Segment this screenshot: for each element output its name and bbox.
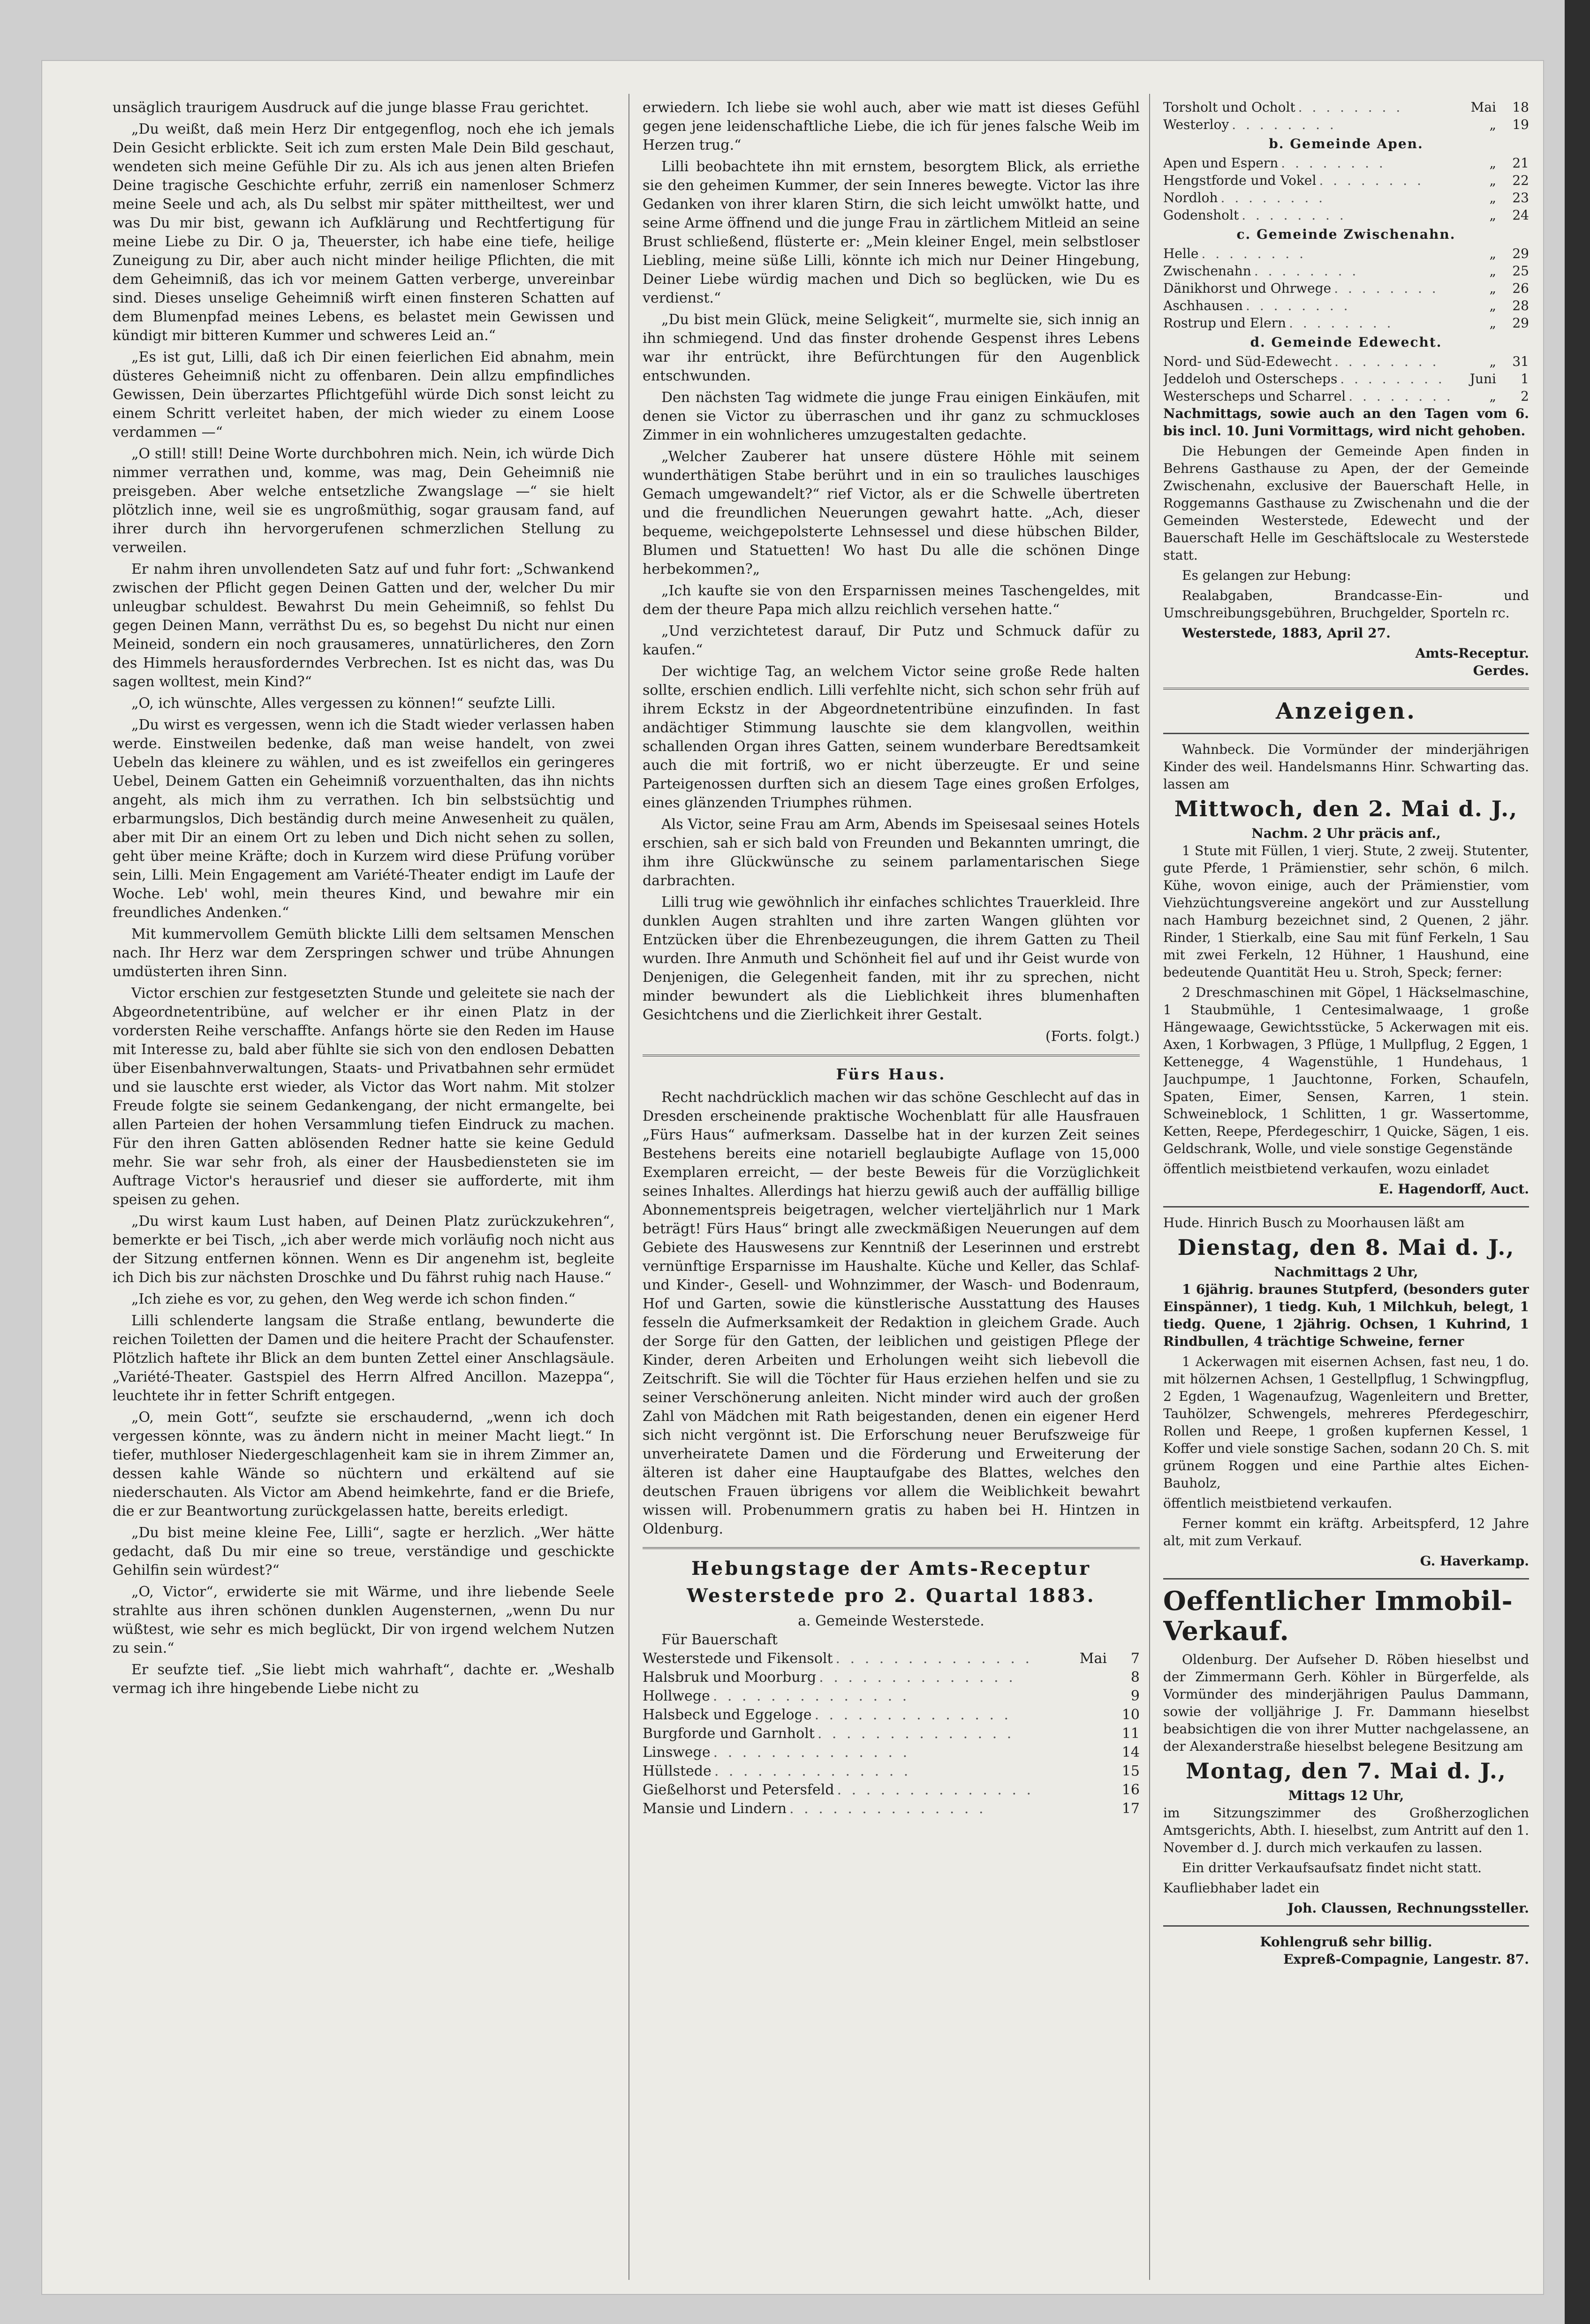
schedule-day: 1 [1521,371,1529,387]
paragraph: „Ich ziehe es vor, zu gehen, den Weg werde ich schon finden.“ [131,1291,575,1307]
section-divider [1163,1925,1529,1927]
schedule-row [643,1781,1140,1800]
schedule-place: Linswege [643,1744,711,1761]
schedule-place: Mansie und Lindern [643,1800,787,1817]
schedule-row [643,1706,1140,1724]
ad-headline: Oeffentlicher Immobil-Verkauf. [1163,1586,1513,1647]
leader-dots: . . . . . . . . . . . . . . [814,1707,1012,1723]
schedule-place: Aschhausen [1163,298,1243,313]
hebung-title-2: Westerstede pro 2. Quartal 1883. [687,1585,1096,1607]
column-rule [628,94,629,2280]
paragraph: „O, mein Gott“, seufzte sie erschaudernd, „wenn ich doch vergessen könnte, was zu ändern nicht in meiner Macht liegt.“ In tiefer, muthloser Niedergeschlagenheit kam sie in ihrem Zimmer an, dessen kahle Wände so nüchtern und erkältend auf sie niederschauten. Als Victor am Abend heimkehrte, fand er die Briefe, die er zur Beantwortung zurückgelassen hatte, bereits erledigt. [113,1409,614,1519]
ad-date: Dienstag, den 8. Mai d. J., [1177,1235,1515,1260]
ad-signature: E. Hagendorff, Auct. [1378,1181,1529,1197]
schedule-row [1163,245,1529,262]
section-divider [1163,733,1529,734]
leader-dots: . . . . . . . . . . . . . . [817,1725,1015,1742]
hebung-items: Realabgaben, Brandcasse-Ein- und Umschreibungsgebühren, Bruchgelder, Sporteln rc. [1163,588,1529,621]
schedule-row [643,1668,1140,1687]
paragraph: Er nahm ihren unvollendeten Satz auf und fuhr fort: „Schwankend zwischen der Pflicht gegen Deinen Gatten und der, welcher Du mir unleugbar schuldest. Bewahrst Du mein Geheimniß, so fehlst Du gegen Deinen Mann, verräthst Du es, so begehst Du nicht nur einen Meineid, sondern ein noch grausameres, unnatürlicheres, den Zorn des Himmels herausforderndes Verbrechen. Ist es nicht das, was Du sagen wolltest, mein Kind?“ [113,561,614,690]
leader-dots: . . . . . . . . [1340,371,1445,387]
column-story-left [113,99,614,2275]
schedule-row [1163,116,1529,133]
leader-dots: . . . . . . . . . . . . . . [714,1763,911,1779]
schedule-row [1163,297,1529,314]
schedule-day: 22 [1512,173,1529,188]
schedule-row [643,1687,1140,1706]
schedule-place: Jeddeloh und Osterscheps [1163,371,1338,387]
paragraph: „Du bist meine kleine Fee, Lilli“, sagte er herzlich. „Wer hätte gedacht, daß Du mir eine so treue, verständige und geschickte Gehilfin sein würdest?“ [113,1525,614,1579]
schedule-place: Gießelhorst und Petersfeld [643,1782,834,1798]
schedule-row [643,1743,1140,1762]
leader-dots: . . . . . . . . [1319,173,1424,188]
schedule-day: 26 [1512,281,1529,296]
gemeinde-heading: d. Gemeinde Edewecht. [1250,334,1442,350]
paragraph: Er seufzte tief. „Sie liebt mich wahrhaft“, dachte er. „Weshalb vermag ich ihre hingebende Liebe nicht zu [113,1662,614,1697]
column-right [1163,99,1529,2275]
schedule-place: Halsbruk und Moorburg [643,1669,817,1686]
paragraph: „O, ich wünschte, Alles vergessen zu können!“ seufzte Lilli. [131,695,556,712]
schedule-header: Für Bauerschaft [661,1632,778,1648]
schedule-day: 24 [1512,207,1529,223]
schedule-day: 14 [1121,1744,1140,1761]
hebung-title: Hebungstage der Amts-Receptur [691,1557,1091,1580]
schedule-row [1163,280,1529,297]
paragraph: Den nächsten Tag widmete die junge Frau einigen Einkäufen, mit denen sie Victor zu überraschen und ihr ganz zu schmuckloses Zimmer in ein wohnlicheres umzugestalten gedachte. [643,389,1140,443]
schedule-month: „ [1489,354,1496,369]
ad-signature: G. Haverkamp. [1420,1553,1529,1569]
ad-body: Ein dritter Verkaufsaufsatz findet nicht statt. [1182,1860,1482,1876]
leader-dots: . . . . . . . . [1298,99,1403,115]
schedule-day: 23 [1512,190,1529,205]
ad-intro: Wahnbeck. Die Vormünder der minderjährigen Kinder des weil. Handelsmanns Hinr. Schwarting das. lassen am [1163,742,1529,792]
schedule-day: 10 [1121,1707,1140,1723]
schedule-day: 17 [1121,1800,1140,1817]
ad-time: Nachm. 2 Uhr präcis anf., [1251,826,1441,841]
paragraph: Lilli beobachtete ihn mit ernstem, besorgtem Blick, als erriethe sie den geheimen Kummer, der sein Inneres bewegte. Victor las ihre Gedanken von ihrer klaren Stirn, die sich leicht umwölkt hatte, und seine Arme öffnend und die junge Frau in zärtlichem Mitleid an seine Brust schließend, flüsterte er: „Mein kleiner Engel, mein selbstloser Liebling, meine süße Lilli, könnte ich mich nur Deiner Hingebung, Deiner Liebe würdig machen und Dich so beglücken, wie Du es verdienst.“ [643,159,1140,306]
schedule-place: Godensholt [1163,207,1239,223]
schedule-month: „ [1489,281,1496,296]
schedule-month: „ [1489,190,1496,205]
schedule-day: 16 [1121,1782,1140,1798]
schedule-place: Nordloh [1163,190,1218,205]
leader-dots: . . . . . . . . [1246,298,1351,313]
schedule-month: „ [1489,263,1496,279]
paragraph: Lilli trug wie gewöhnlich ihr einfaches schlichtes Trauerkleid. Ihre dunklen Augen strahlten und ihre zarten Wangen glühten vor Entzücken über die Ehrenbezeugungen, die ihrem Gatten zu Theil wurden. Ihre Anmuth und Schönheit fiel auf und ihr Geist wurde von Denjenigen, die Gelegenheit fanden, mit ihr zu sprechen, nicht minder bewundert als die Lieblichkeit ihres blumenhaften Gesichtchens und die Zierlichkeit ihrer Gestalt. [643,894,1140,1023]
ad-small-sig: Expreß-Compagnie, Langestr. 87. [1283,1952,1529,1967]
section-divider [643,1547,1140,1551]
schedule-place: Westerstede und Fikensolt [643,1650,833,1667]
ad-time: Nachmittags 2 Uhr, [1274,1264,1418,1280]
section-divider [643,1055,1140,1058]
ad-body: 1 Ackerwagen mit eisernen Achsen, fast neu, 1 do. mit hölzernen Achsen, 1 Gestellpflug, 1 Schwingpflug, 2 Egden, 1 Wagenaufzug, Wagenleitern und Bretter, Tauhölzer, Schwengels, mehreres Pferdegeschirr, Rollen und Reepe, 1 großen kupfernen Kessel, 1 Koffer und viele sonstige Sachen, sodann 20 Ch. S. mit grünem Roggen und eine Parthie altes Eichen-Bauholz, [1163,1354,1529,1491]
paragraph: unsäglich traurigem Ausdruck auf die junge blasse Frau gerichtet. [113,99,589,116]
column-rule [1149,94,1150,2280]
schedule-day: 19 [1512,117,1529,132]
schedule-place: Hollwege [643,1688,710,1704]
newspaper-page [42,61,1543,2294]
schedule-row [1163,189,1529,206]
schedule-row [1163,387,1529,405]
paragraph: erwiedern. Ich liebe sie wohl auch, aber wie matt ist dieses Gefühl gegen jene leidenschaftliche Liebe, die ich für jenes falsche Weib im Herzen trug.“ [643,99,1140,153]
fuers-haus-title: Fürs Haus. [836,1065,946,1083]
schedule-month: Mai [1470,99,1496,115]
leader-dots: . . . . . . . . [1254,263,1359,279]
paragraph: Victor erschien zur festgesetzten Stunde und geleitete sie nach der Abgeordnetentribüne, auf welcher er ihr einen Platz in der vordersten Reihe verschaffte. Anfangs hörte sie den Reden im Hause mit Interesse zu, bald aber fühlte sie sich von den endlosen Debatten über Eisenbahnverwaltungen, Staats- und Privatbahnen sehr ermüdet und sie lauschte erst wieder, als Victor das Wort nahm. Mit stolzer Freude folgte sie seinem Gedankengang, der nicht ermangelte, bei allen Parteien der hohen Versammlung tiefen Eindruck zu machen. Für den ihren Gatten ablösenden Redner hatte sie keine Geduld mehr. Sie war sehr froh, als einer der Hausbediensteten sie im Auftrage Victor's herausrief und dieser sie aufforderte, mit ihm speisen zu gehen. [113,985,614,1208]
ad-body: Oldenburg. Der Aufseher D. Röben hieselbst und der Zimmermann Gerh. Köhler in Bürgerfelde, als Vormünder des minderjährigen Paulus Dammann, sowie der volljährige J. Fr. Dammann hieselbst beabsichtigen die von ihrer Mutter nachgelassene, an der Alexanderstraße hieselbst belegene Besitzung am [1163,1652,1529,1754]
ad-body: 1 6jährig. braunes Stutpferd, (besonders guter Einspänner), 1 tiedg. Kuh, 1 Milchkuh, belegt, 1 tiedg. Quene, 1 2jährig. Ochsen, 1 Kuhrind, 1 Rindbullen, 4 trächtige Schweine, ferner [1163,1282,1529,1349]
schedule-day: 7 [1130,1650,1140,1667]
ad-body: öffentlich meistbietend verkaufen. [1163,1496,1393,1511]
leader-dots: . . . . . . . . [1334,354,1439,369]
gemeinde-heading: b. Gemeinde Apen. [1269,136,1423,152]
schedule-day: 29 [1512,246,1529,261]
paragraph: Der wichtige Tag, an welchem Victor seine große Rede halten sollte, erschien endlich. Lilli verfehlte nicht, sich schon sehr früh auf ihrem Eckstz in der Abgeordnetentribüne einzufinden. In fast andächtiger Stimmung lauschte sie dem klangvollen, weithin schallenden Organ ihres Gatten, seinem wunderbare Beredtsamkeit auch die mit fortriß, wo er nicht überzeugte. Er und seine Parteigenossen durften sich an diesem Tage eines großen Erfolges, eines glänzenden Triumphes rühmen. [643,663,1140,811]
ad-body: 1 Stute mit Füllen, 1 vierj. Stute, 2 zweij. Stutenter, gute Pferde, 1 Prämienstier, sehr schön, 6 milch. Kühe, wovon einige, auch der Prämienstier, vom Viehzüchtungsvereine angekört und zur Ausstellung nach Hamburg bezeichnet sind, 2 Quenen, 2 jähr. Rinder, 1 Stierkalb, eine Sau mit fünf Ferkeln, 1 Sau mit zwei Ferkeln, 12 Hühner, 1 Haushund, eine bedeutende Quantität Heu u. Stroh, Speck; ferner: [1163,843,1529,980]
schedule-row [643,1724,1140,1743]
schedule-day: 18 [1512,99,1529,115]
schedule-day: 9 [1130,1688,1140,1704]
leader-dots: . . . . . . . . [1232,117,1337,132]
section-divider [1163,688,1529,691]
signature-office: Amts-Receptur. [1415,646,1529,661]
paragraph: Mit kummervollem Gemüth blickte Lilli dem seltsamen Menschen nach. Ihr Herz war dem Zerspringen schwer und trübe Ahnungen umdüsterten ihren Sinn. [113,926,614,980]
story-continued: (Forts. folgt.) [1045,1028,1140,1045]
ad-body: 2 Dreschmaschinen mit Göpel, 1 Häckselmaschine, 1 Staubmühle, 1 Centesimalwaage, 1 große Hängewaage, Gewichtsstücke, 5 Ackerwagen mit eis. Axen, 1 Korbwagen, 3 Pflüge, 1 Mullpflug, 2 Eggen, 1 Kettenegge, 4 Wagenstühle, 1 Hundehaus, 1 Jauchpumpe, 1 Jauchtonne, Forken, Schaufeln, Spaten, Eimer, Sensen, Karren, 1 stein. Schweineblock, 1 Schlitten, 1 gr. Wassertomme, Ketten, Reepe, Pferdegeschirr, 1 Quicke, Sägen, 1 eis. Geldschrank, Wolle, und viele sonstige Gegenstände [1163,985,1529,1156]
paragraph: „Du wirst kaum Lust haben, auf Deinen Platz zurückzukehren“, bemerkte er bei Tisch, „ich aber werde mich vorläufig noch nicht aus der Sitzung entfernen können. Wenn es Dir angenehm ist, begleite ich Dich bis zur nächsten Droschke und Du fährst ruhig nach Hause.“ [113,1213,614,1286]
paragraph: „Und verzichtetest darauf, Dir Putz und Schmuck dafür zu kaufen.“ [643,623,1140,658]
ad-body: Ferner kommt ein kräftg. Arbeitspferd, 12 Jahre alt, mit zum Verkauf. [1163,1516,1529,1549]
schedule-day: 11 [1121,1725,1140,1742]
leader-dots: . . . . . . . . [1220,190,1326,205]
schedule-month: „ [1489,388,1496,404]
paragraph: „Es ist gut, Lilli, daß ich Dir einen feierlichen Eid abnahm, mein düsteres Geheimniß nicht zu offenbaren. Dein allzu empfindliches Gewissen, Dein überzartes Pflichtgefühl würde Dich sonst leicht zu einem Schritt verleitet haben, der mich wieder zu einem Loose verdammen —“ [113,349,614,440]
section-divider [1163,1206,1529,1208]
schedule-month: „ [1489,173,1496,188]
ad-signature: Joh. Claussen, Rechnungssteller. [1287,1900,1529,1916]
paragraph: Lilli schlenderte langsam die Straße entlang, bewunderte die reichen Toiletten der Damen und die heitere Pracht der Schaufenster. Plötzlich haftete ihr Blick an dem bunten Zettel einer Anschlagsäule. „Variété-Theater. Gastspiel des Herrn Alfred Ancillon. Mazeppa“, leuchtete ihr in fetter Schrift entgegen. [113,1313,614,1404]
leader-dots: . . . . . . . . . . . . . . [712,1688,910,1704]
schedule-day: 21 [1512,155,1529,171]
leader-dots: . . . . . . . . . . . . . . [835,1650,1033,1667]
leader-dots: . . . . . . . . . . . . . . [789,1800,986,1817]
ad-small: Kohlengruß sehr billig. [1260,1934,1432,1950]
paragraph: Als Victor, seine Frau am Arm, Abends im Speisesaal seines Hotels erschien, sah er sich bald von Freunden und Bekannten umringt, die ihm ihre Glückwünsche zu seinem parlamentarischen Siege darbrachten. [643,816,1140,889]
leader-dots: . . . . . . . . . . . . . . [713,1744,910,1761]
schedule-month: „ [1489,246,1496,261]
schedule-day: 25 [1512,263,1529,279]
schedule-row [1163,353,1529,370]
paragraph: „Ich kaufte sie von den Ersparnissen meines Taschengeldes, mit dem der theure Papa mich allzu reichlich versehen hatte.“ [643,583,1140,618]
schedule-row [1163,370,1529,387]
schedule-day: 29 [1512,315,1529,331]
leader-dots: . . . . . . . . [1201,246,1306,261]
schedule-place: Westerscheps und Scharrel [1163,388,1346,404]
schedule-day: 8 [1130,1669,1140,1686]
anzeigen-heading: Anzeigen. [1276,698,1416,724]
ad-body: im Sitzungszimmer des Großherzoglichen Amtsgerichts, Abth. I. hieselbst, zum Antritt auf den 1. November d. J. durch mich verkaufen zu lassen. [1163,1805,1529,1855]
fuers-haus-article: Recht nachdrücklich machen wir das schöne Geschlecht auf das in Dresden erscheinende praktische Wochenblatt für alle Hausfrauen „Fürs Haus“ aufmerksam. Dasselbe hat in der kurzen Zeit seines Bestehens bereits eine notariell beglaubigte Auflage von 15,000 Exemplaren erreicht, — der beste Beweis für die Vorzüglichkeit seines Inhaltes. Allerdings hat hierzu gewiß auch der auffällig billige Abonnementspreis beigetragen, welcher vierteljährlich nur 1 Mark beträgt! Fürs Haus“ bringt alle zweckmäßigen Neuerungen auf dem Gebiete des Hauswesens zur Kenntniß der Leserinnen und erstrebt vernünftige Ersparnisse im Haushalte. Küche und Keller, das Schlaf- und Kinder-, Gesell- und Wohnzimmer, der Wasch- und Bodenraum, Hof und Garten, sowie die künstlerische Ausstattung des Hauses fesseln die Aufmerksamkeit der Redaktion in gleichem Grade. Auch der Sorge für den Gatten, der leiblichen und geistigen Pflege der Kinder, deren Arbeiten und Erholungen weiht sich liebevoll die Zeitschrift. Sie will die Töchter für Haus erziehen helfen und sie zu seiner Verschönerung anleiten. Nicht minder wird auch der großen Zahl von Mädchen mit Rath beigestanden, denen ein eigener Herd sich nicht vergönnt ist. Die Erforschung neuer Berufszweige für unverheiratete Damen und die Förderung und Erweiterung der älteren ist daher eine Hauptaufgabe des Blattes, welches den deutschen Frauen übrigens vor allem die Weiblichkeit bewahrt wissen will. Probenummern gratis zu haben bei H. Hintzen in Oldenburg. [643,1089,1140,1537]
schedule-place: Rostrup und Elern [1163,315,1287,331]
leader-dots: . . . . . . . . . . . . . . [837,1782,1034,1798]
schedule-day: 31 [1512,354,1529,369]
schedule-month: „ [1489,117,1496,132]
hebung-locations: Die Hebungen der Gemeinde Apen finden in Behrens Gasthause zu Apen, der der Gemeinde Zwischenahn, exclusive der Bauerschaft Helle, in Roggemanns Gasthause zu Zwischenahn und die der Gemeinden Westerstede, Edewecht und der Bauerschaft Helle im Geschäftslocale zu Westerstede statt. [1163,443,1529,563]
schedule-row [643,1800,1140,1818]
schedule-month: „ [1489,207,1496,223]
dateline: Westerstede, 1883, April 27. [1182,625,1391,641]
leader-dots: . . . . . . . . . . . . . . [819,1669,1016,1686]
schedule-month: „ [1489,298,1496,313]
ad-date: Mittwoch, den 2. Mai d. J., [1174,796,1518,821]
schedule-place: Nord- und Süd-Edewecht [1163,354,1332,369]
schedule-place: Zwischenahn [1163,263,1251,279]
schedule-day: 2 [1521,388,1529,404]
schedule-place: Halsbeck und Eggeloge [643,1707,812,1723]
schedule-place: Burgforde und Garnholt [643,1725,815,1742]
schedule-place: Apen und Espern [1163,155,1279,171]
schedule-row [1163,172,1529,189]
ad-date: Montag, den 7. Mai d. J., [1186,1758,1507,1784]
schedule-row [1163,262,1529,280]
paragraph: „Du weißt, daß mein Herz Dir entgegenflog, noch ehe ich jemals Dein Gesicht erblickte. Seit ich zum ersten Male Dein Bild geschaut, wendeten sich meine Gefühle Dir zu. Als ich aus jenen alten Briefen Deine tragische Geschichte erfuhr, zerriß ein namenloser Schmerz meine Seele und ach, als Du selbst mir später mittheiltest, wer und was Du mir bist, gewann ich Aufklärung und Rechtfertigung für meine Liebe zu Dir. O ja, Theuerster, ich habe eine tiefe, heilige Zuneigung zu Dir, aber auch nicht minder heilige Pflichten, die mit dem Geheimniß, das ich vor meinem Gatten verberge, unvereinbar sind. Dieses unselige Geheimniß wirft einen finsteren Schatten auf dem Blumenpfad meines Lebens, es belastet mein Gewissen und kündigt mir bitteren Kummer und schweres Leid an.“ [113,121,614,344]
schedule-place: Helle [1163,246,1199,261]
schedule-month: Mai [1079,1650,1107,1667]
paragraph: „Welcher Zauberer hat unsere düstere Höhle mit seinem wunderthätigen Stabe berührt und in ein so trauliches lauschiges Gemach umgewandelt?“ rief Victor, als er die Schwelle übertreten und die freundlichen Neuerungen gewahrt hatte. „Ach, dieser bequeme, weichgepolsterte Lehnsessel und diese hübschen Bilder, Blumen und Statuetten! Wo hast Du alle die schönen Dinge herbekommen?„ [643,448,1140,577]
schedule-place: Hüllstede [643,1763,712,1779]
leader-dots: . . . . . . . . [1242,207,1347,223]
signature-name: Gerdes. [1473,663,1529,678]
paragraph: „O still! still! Deine Worte durchbohren mich. Nein, ich würde Dich nimmer verrathen und, komme, was mag, Dein Geheimniß nie preisgeben. Aber welche entsetzliche Zwangslage —“ sie hielt plötzlich inne, weil sie es ungroßmüthig, sogar grausam fand, auf ihrer durch ihn hervorgerufenen schmerzlichen Stellung zu verweilen. [113,446,614,556]
ad-body: öffentlich meistbietend verkaufen, wozu einladet [1163,1161,1489,1177]
leader-dots: . . . . . . . . [1289,315,1394,331]
schedule-row [643,1649,1140,1668]
schedule-row [1163,99,1529,116]
schedule-place: Dänikhorst und Ohrwege [1163,281,1332,296]
schedule-table-a [643,1649,1140,1818]
schedule-day: 28 [1512,298,1529,313]
leader-dots: . . . . . . . . [1334,281,1439,296]
schedule-place: Torsholt und Ocholt [1163,99,1295,115]
schedule-row [1163,314,1529,332]
scan-edge [1565,0,1590,2324]
column-middle [643,99,1140,2275]
ad-intro: Hude. Hinrich Busch zu Moorhausen läßt am [1163,1215,1465,1230]
gemeinde-heading: a. Gemeinde Westerstede. [798,1613,984,1629]
gemeinde-heading: c. Gemeinde Zwischenahn. [1236,227,1456,242]
leader-dots: . . . . . . . . [1348,388,1454,404]
schedule-row [1163,154,1529,172]
schedule-month: Juni [1469,371,1496,387]
section-divider [1163,1578,1529,1580]
schedule-place: Westerloy [1163,117,1229,132]
paragraph: „O, Victor“, erwiderte sie mit Wärme, und ihre liebende Seele strahlte aus ihren schönen dunklen Augensternen, „wenn Du nur wüßtest, wie sehr es mich beglückt, Dir von irgend welchem Nutzen zu sein.“ [113,1584,614,1656]
leader-dots: . . . . . . . . [1281,155,1386,171]
ad-time: Mittags 12 Uhr, [1288,1788,1404,1803]
schedule-place: Hengstforde und Vokel [1163,173,1317,188]
schedule-row [643,1762,1140,1781]
schedule-day: 15 [1121,1763,1140,1779]
hebung-intro: Es gelangen zur Hebung: [1182,568,1351,583]
ad-body: Kaufliebhaber ladet ein [1163,1880,1320,1896]
schedule-month: „ [1489,315,1496,331]
paragraph: „Du wirst es vergessen, wenn ich die Stadt wieder verlassen haben werde. Einstweilen bedenke, daß man weise handelt, von zwei Uebeln das kleinere zu wählen, und es ist zweifellos ein geringeres Uebel, Deinem Gatten ein Geheimniß vorzuenthalten, das ihn nichts angeht, als mich ihm zu verrathen. Ich bin selbstsüchtig und erbarmungslos, Dich beständig durch meine Anwesenheit zu quälen, aber mit Dir an einem Ort zu leben und Dich nicht sehen zu sollen, geht über meine Kräfte; doch in Kurzem wird diese Prüfung vorüber sein, Lilli. Mein Engagement am Variété-Theater endigt im Laufe der Woche. Leb' wohl, mein theures Kind, und bewahre mir ein freundliches Andenken.“ [113,717,614,921]
paragraph: „Du bist mein Glück, meine Seligkeit“, murmelte sie, sich innig an ihn schmiegend. Und das finster drohende Gespenst ihres Lebens war ihr entrückt, ihre Befürchtungen für den Augenblick entschwunden. [643,311,1140,384]
schedule-row [1163,206,1529,224]
schedule-month: „ [1489,155,1496,171]
hebung-note: Nachmittags, sowie auch an den Tagen vom 6. bis incl. 10. Juni Vormittags, wird nicht gehoben. [1163,406,1529,439]
